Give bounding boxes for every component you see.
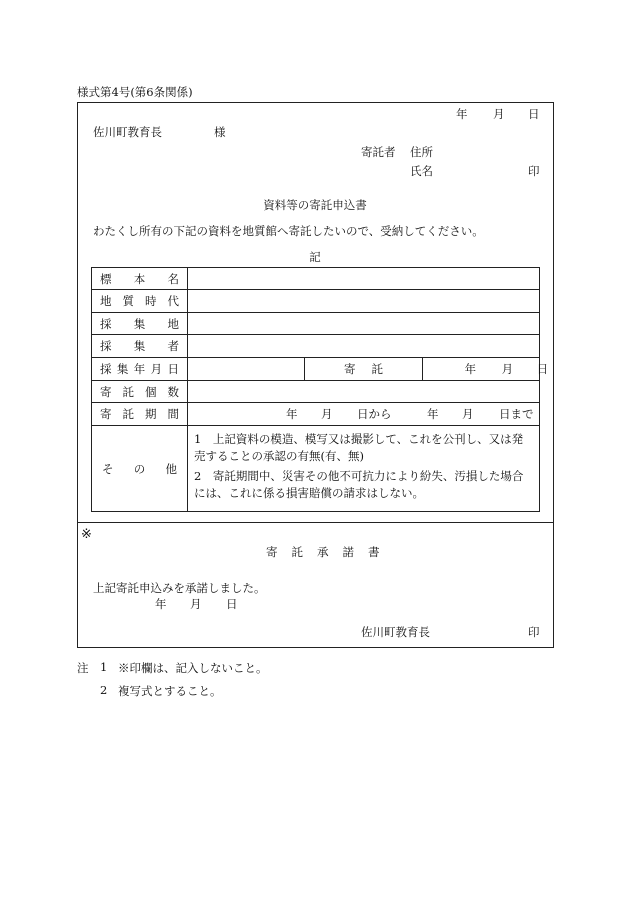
form-id: 様式第4号(第6条関係)	[77, 85, 193, 99]
row-geologic-age	[92, 290, 540, 313]
row-other	[92, 426, 540, 512]
label-deposit-period: 寄 託 期 間	[92, 403, 188, 426]
row-collector	[92, 335, 540, 358]
label-other: そ の 他	[92, 426, 188, 512]
collector-field[interactable]	[188, 335, 540, 358]
other-conditions	[188, 426, 540, 512]
recipient-name: 佐川町教育長	[93, 125, 162, 139]
deposit-date-month: 月	[501, 362, 514, 376]
row-collection-date	[92, 358, 540, 381]
other-item-1: 1 上記資料の模造、模写又は撮影して、これを公刊し、又は発売することの承認の有無(有、無)	[194, 432, 524, 463]
period-month2: 月	[462, 407, 474, 421]
label-collection-site: 採 集 地	[92, 313, 188, 335]
period-day-to: 日まで	[499, 407, 534, 421]
collection-site-field[interactable]	[188, 313, 540, 335]
date-month: 月	[493, 107, 505, 121]
note-1-text: ※印欄は、記入しないこと。	[118, 661, 268, 675]
row-specimen-name	[92, 268, 540, 290]
period-day-from: 日から	[357, 407, 392, 421]
acceptance-text: 上記寄託申込みを承諾しました。	[93, 581, 266, 595]
acceptance-year: 年	[155, 597, 167, 611]
row-deposit-period	[92, 403, 540, 426]
acceptance-month: 月	[190, 597, 202, 611]
collection-date-field[interactable]	[188, 358, 305, 381]
note-2-num: 2	[100, 683, 108, 697]
depositor-address-label: 住所	[410, 145, 433, 159]
row-deposit-count	[92, 381, 540, 403]
deposit-count-field[interactable]	[188, 381, 540, 403]
depositor-name-label: 氏名	[410, 164, 433, 178]
depositor-label: 寄託者	[361, 145, 396, 159]
label-collection-date: 採 集 年 月 日	[92, 358, 188, 381]
date-day: 日	[528, 107, 540, 121]
row-collection-site	[92, 313, 540, 335]
acceptance-title: 寄 託 承 諾 書	[266, 545, 380, 559]
asterisk-mark: ※	[81, 527, 92, 542]
label-deposit-count: 寄 託 個 数	[92, 381, 188, 403]
notes-label: 注	[77, 661, 89, 675]
acceptance-day: 日	[226, 597, 238, 611]
deposit-table	[91, 267, 549, 512]
specimen-name-field[interactable]	[188, 268, 540, 290]
label-deposit: 寄 託	[305, 358, 422, 381]
note-2-text: 複写式とすること。	[118, 684, 222, 698]
deposit-date-year: 年	[464, 362, 477, 376]
period-year1: 年	[286, 407, 298, 421]
form-title: 資料等の寄託申込書	[263, 198, 367, 212]
acceptance-issuer: 佐川町教育長	[361, 625, 430, 639]
geologic-age-field[interactable]	[188, 290, 540, 313]
label-geologic-age: 地 質 時 代	[92, 290, 188, 313]
note-1-num: 1	[100, 660, 108, 674]
depositor-seal: 印	[528, 164, 540, 178]
other-item-2: 2 寄託期間中、災害その他不可抗力により紛失、汚損した場合には、これに係る損害賠償の請求はしない。	[194, 469, 524, 500]
ki-label: 記	[309, 250, 321, 264]
label-specimen-name: 標 本 名	[92, 268, 188, 290]
label-collector: 採 集 者	[92, 335, 188, 358]
deposit-period-field[interactable]	[188, 403, 540, 426]
deposit-date-day: 日	[536, 362, 549, 376]
date-year: 年	[456, 107, 468, 121]
section-divider	[77, 522, 554, 523]
acceptance-seal: 印	[528, 625, 540, 639]
intro-text: わたくし所有の下記の資料を地質館へ寄託したいので、受納してください。	[93, 224, 484, 238]
period-month1: 月	[321, 407, 333, 421]
period-year2: 年	[427, 407, 439, 421]
recipient-honorific: 様	[214, 125, 226, 139]
deposit-date-field[interactable]	[422, 358, 549, 381]
